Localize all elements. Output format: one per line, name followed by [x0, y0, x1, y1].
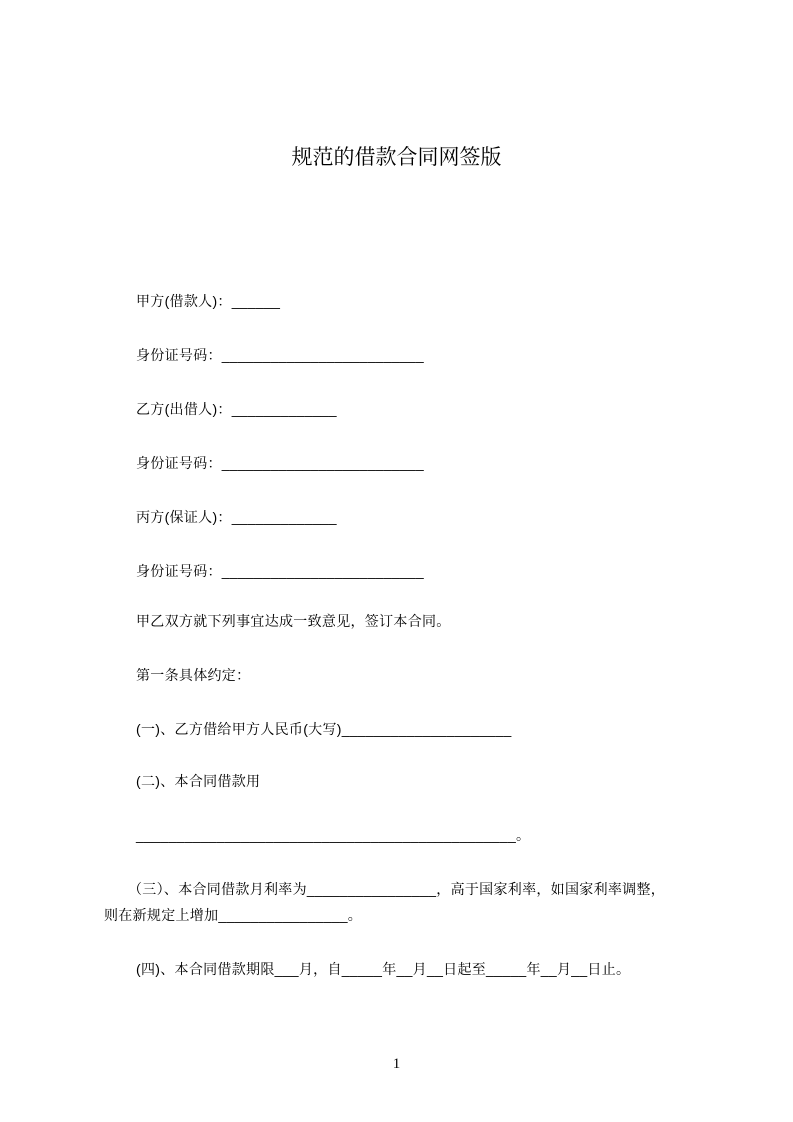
page-number: 1 — [392, 1056, 401, 1072]
party-b-id-line: 身份证号码：_________________________ — [136, 455, 424, 471]
party-a-id-line: 身份证号码：_________________________ — [136, 347, 424, 363]
agreement-intro: 甲乙双方就下列事宜达成一致意见，签订本合同。 — [136, 613, 451, 629]
clause-2: (二)、本合同借款用 — [136, 773, 261, 789]
clause-2-blank: _______________________________________________。 — [136, 827, 531, 843]
party-b-line: 乙方(出借人)：_____________ — [136, 401, 337, 417]
party-c-id-line: 身份证号码：_________________________ — [136, 563, 424, 579]
party-a-line: 甲方(借款人)：______ — [136, 293, 281, 309]
clause-3: （三）、本合同借款月利率为________________，高于国家利率，如国家利率调整， — [128, 881, 666, 897]
clause-4: (四)、本合同借款期限___月，自_____年__月__日起至_____年__月__日止。 — [136, 961, 631, 977]
clause-1: (一)、乙方借给甲方人民币(大写)_____________________ — [136, 721, 512, 737]
clause-3-cont: 则在新规定上增加________________。 — [104, 907, 363, 923]
party-c-line: 丙方(保证人)：_____________ — [136, 509, 337, 525]
article-1-heading: 第一条具体约定： — [136, 667, 251, 683]
document-title: 规范的借款合同网签版 — [291, 146, 502, 169]
